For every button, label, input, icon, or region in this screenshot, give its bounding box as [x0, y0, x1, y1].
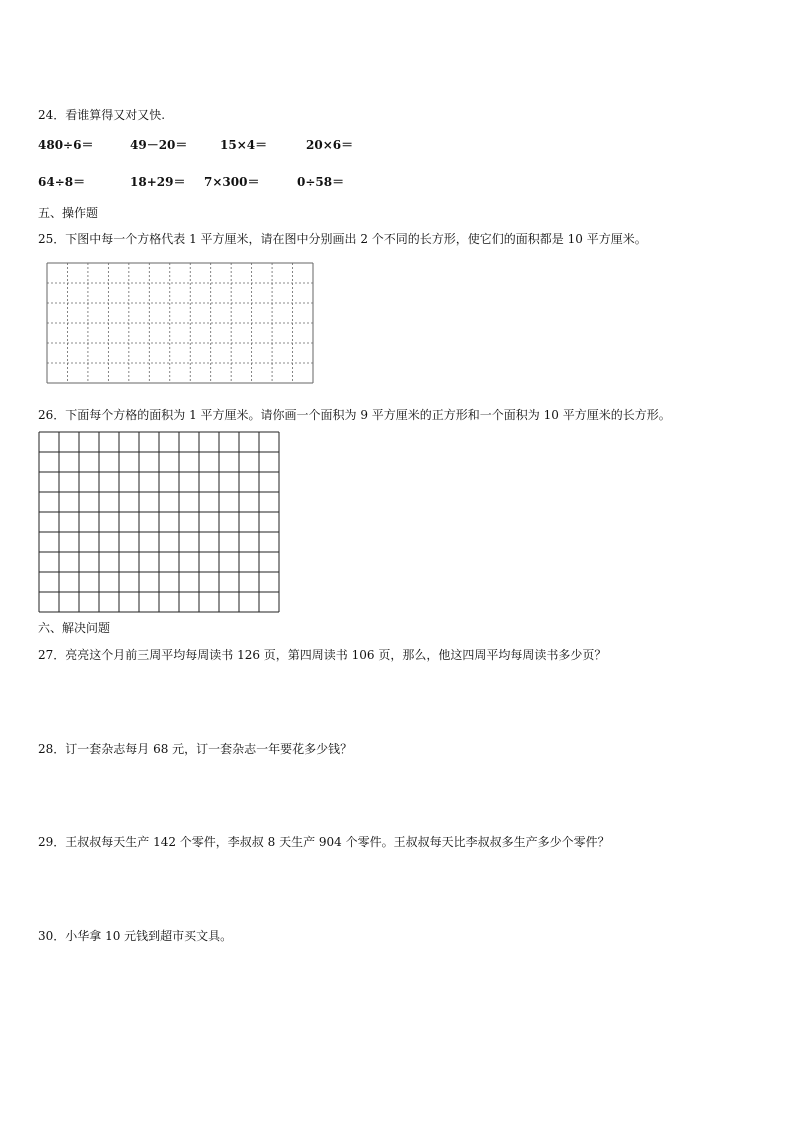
q28-text: 28．订一套杂志每月 68 元，订一套杂志一年要花多少钱？: [38, 742, 353, 756]
section-heading-6: 六、解决问题: [38, 621, 111, 635]
q24-title: 24．看谁算得又对又快.: [38, 108, 166, 122]
section-heading-5: 五、操作题: [38, 206, 99, 220]
calc-item: 0÷58＝: [297, 175, 345, 189]
calc-item: 15×4＝: [220, 138, 268, 152]
calc-item: 64÷8＝: [38, 175, 86, 189]
calc-item: 480÷6＝: [38, 138, 94, 152]
calc-item: 7×300＝: [204, 175, 260, 189]
q30-text: 30．小华拿 10 元钱到超市买文具。: [38, 929, 233, 943]
q25-text: 25．下图中每一个方格代表 1 平方厘米，请在图中分别画出 2 个不同的长方形，使它们的面积都是 10 平方厘米。: [38, 232, 647, 246]
calc-item: 20×6＝: [306, 138, 354, 152]
q26-text: 26．下面每个方格的面积为 1 平方厘米。请你画一个面积为 9 平方厘米的正方形和一个面积为 10 平方厘米的长方形。: [38, 408, 671, 422]
q25-dotted-grid: [46, 262, 314, 384]
q29-text: 29．王叔叔每天生产 142 个零件，李叔叔 8 天生产 904 个零件。王叔叔每天比李叔叔多生产多少个零件？: [38, 835, 610, 849]
q27-text: 27．亮亮这个月前三周平均每周读书 126 页，第四周读书 106 页，那么，他这四周平均每周读书多少页？: [38, 648, 607, 662]
calc-item: 49－20＝: [130, 138, 188, 152]
calc-item: 18+29＝: [130, 175, 186, 189]
q26-square-grid: [38, 431, 280, 613]
